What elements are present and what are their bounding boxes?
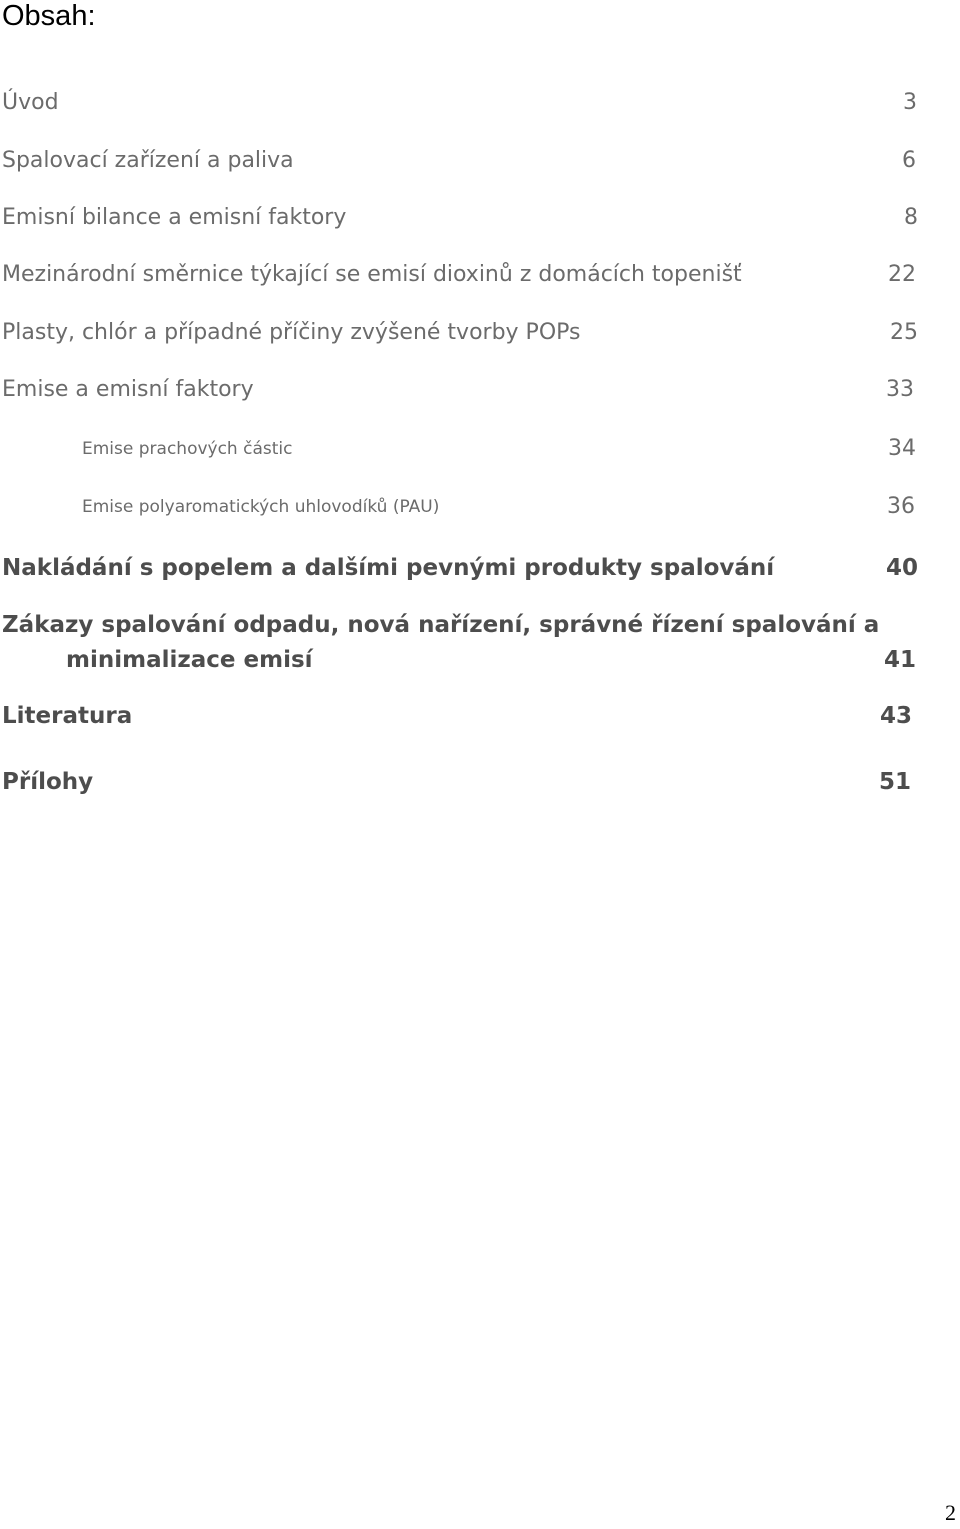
toc-page-uvod: 3 [903, 90, 917, 115]
toc-entry-spalovaci-zarizeni[interactable]: Spalovací zařízení a paliva [2, 148, 294, 173]
toc-page-plasty-chlor: 25 [890, 320, 918, 345]
toc-entry-plasty-chlor[interactable]: Plasty, chlór a případné příčiny zvýšené tvorby POPs [2, 320, 581, 345]
toc-entry-zakazy-spalovani[interactable]: Zákazy spalování odpadu, nová nařízení, správné řízení spalování a [2, 612, 880, 638]
toc-page-emise-faktory: 33 [886, 377, 914, 402]
toc-entry-uvod[interactable]: Úvod [2, 90, 59, 115]
toc-page-zakazy-spalovani: 41 [884, 647, 917, 673]
toc-page-nakladani-popel: 40 [886, 555, 919, 581]
toc-page-mezinarodni-smernice: 22 [888, 262, 916, 287]
toc-entry-nakladani-popel[interactable]: Nakládání s popelem a dalšími pevnými produkty spalování [2, 555, 775, 581]
toc-page-emisni-bilance: 8 [904, 205, 918, 230]
toc-entry-prilohy[interactable]: Přílohy [2, 769, 94, 795]
toc-entry-emise-faktory[interactable]: Emise a emisní faktory [2, 377, 254, 402]
toc-entry-literatura[interactable]: Literatura [2, 703, 133, 729]
toc-page-literatura: 43 [880, 703, 913, 729]
toc-page-prilohy: 51 [879, 769, 912, 795]
toc-page-spalovaci-zarizeni: 6 [902, 148, 916, 173]
footer-page-number: 2 [945, 1500, 956, 1525]
toc-page-prachove-castice: 34 [888, 436, 916, 461]
toc-page-pau: 36 [887, 494, 915, 519]
toc-entry-mezinarodni-smernice[interactable]: Mezinárodní směrnice týkající se emisí dioxinů z domácích topenišť [2, 262, 742, 287]
page-title: Obsah: [2, 0, 96, 32]
toc-entry-pau[interactable]: Emise polyaromatických uhlovodíků (PAU) [82, 497, 440, 517]
toc-entry-zakazy-spalovani-line2[interactable]: minimalizace emisí [66, 647, 313, 673]
toc-entry-emisni-bilance[interactable]: Emisní bilance a emisní faktory [2, 205, 347, 230]
toc-entry-prachove-castice[interactable]: Emise prachových částic [82, 439, 293, 459]
